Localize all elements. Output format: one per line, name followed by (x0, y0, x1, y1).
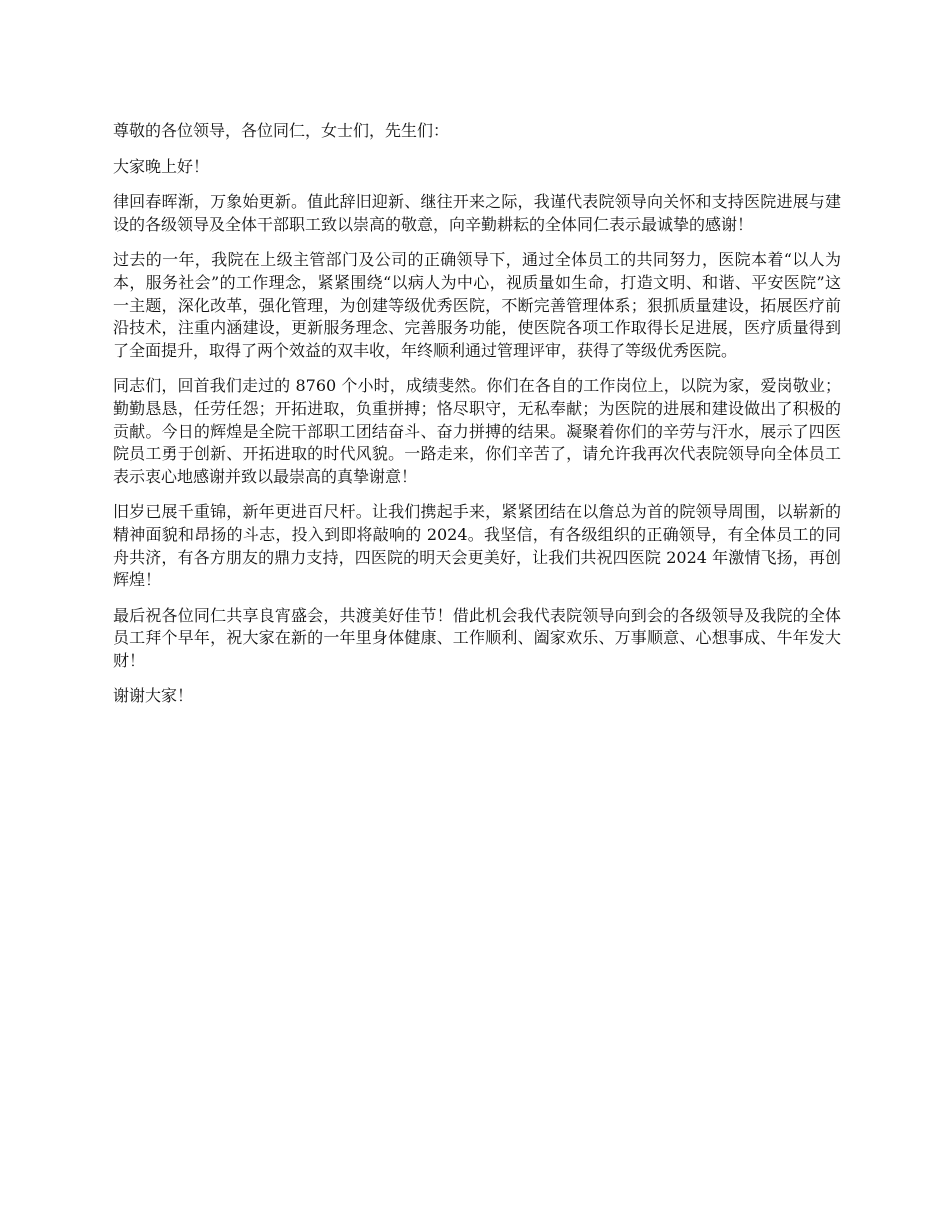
document-body (113, 120, 841, 721)
paragraph-review: 过去的一年，我院在上级主管部门及公司的正确领导下，通过全体员工的共同努力，医院本着“以人为本，服务社会”的工作理念，紧紧围绕“以病人为中心，视质量如生命，打造文明、和谐、平安医院”这一主题，深化改革，强化管理，为创建等级优秀医院，不断完善管理体系；狠抓质量建设，拓展医疗前沿技术，注重内涵建设，更新服务理念、完善服务功能，使医院各项工作取得长足进展，医疗质量得到了全面提升，取得了两个效益的双丰收，年终顺利通过管理评审，获得了等级优秀医院。 (113, 250, 841, 360)
paragraph-outlook: 旧岁已展千重锦，新年更进百尺杆。让我们携起手来，紧紧团结在以詹总为首的院领导周围，以崭新的精神面貌和昂扬的斗志，投入到即将敲响的 2024。我坚信，有各级组织的正确领导，有全体员工的同舟共济，有各方朋友的鼎力支持，四医院的明天会更美好，让我们共祝四医院 2024 年激情飞扬，再创辉煌！ (113, 502, 841, 590)
salutation: 尊敬的各位领导，各位同仁，女士们，先生们： (113, 121, 450, 140)
greeting: 大家晚上好！ (113, 156, 210, 176)
paragraph-thanks: 同志们，回首我们走过的 8760 个小时，成绩斐然。你们在各自的工作岗位上，以院为家，爱岗敬业；勤勤恳恳，任劳任怨；开拓进取，负重拼搏；恪尽职守，无私奉献；为医院的进展和建设做出了积极的贡献。今日的辉煌是全院干部职工团结奋斗、奋力拼搏的结果。凝聚着你们的辛劳与汗水，展示了四医院员工勇于创新、开拓进取的时代风貌。一路走来，你们辛苦了，请允许我再次代表院领导向全体员工表示衷心地感谢并致以最崇高的真挚谢意！ (113, 376, 841, 486)
paragraph-opening: 律回春晖渐，万象始更新。值此辞旧迎新、继往开来之际，我谨代表院领导向关怀和支持医院进展与建设的各级领导及全体干部职工致以崇高的敬意，向辛勤耕耘的全体同仁表示最诚挚的感谢！ (113, 192, 841, 234)
closing: 谢谢大家！ (113, 686, 194, 706)
paragraph-wishes: 最后祝各位同仁共享良宵盛会，共渡美好佳节！借此机会我代表院领导向到会的各级领导及我院的全体员工拜个早年，祝大家在新的一年里身体健康、工作顺利、阖家欢乐、万事顺意、心想事成、牛年发大财！ (113, 605, 841, 670)
